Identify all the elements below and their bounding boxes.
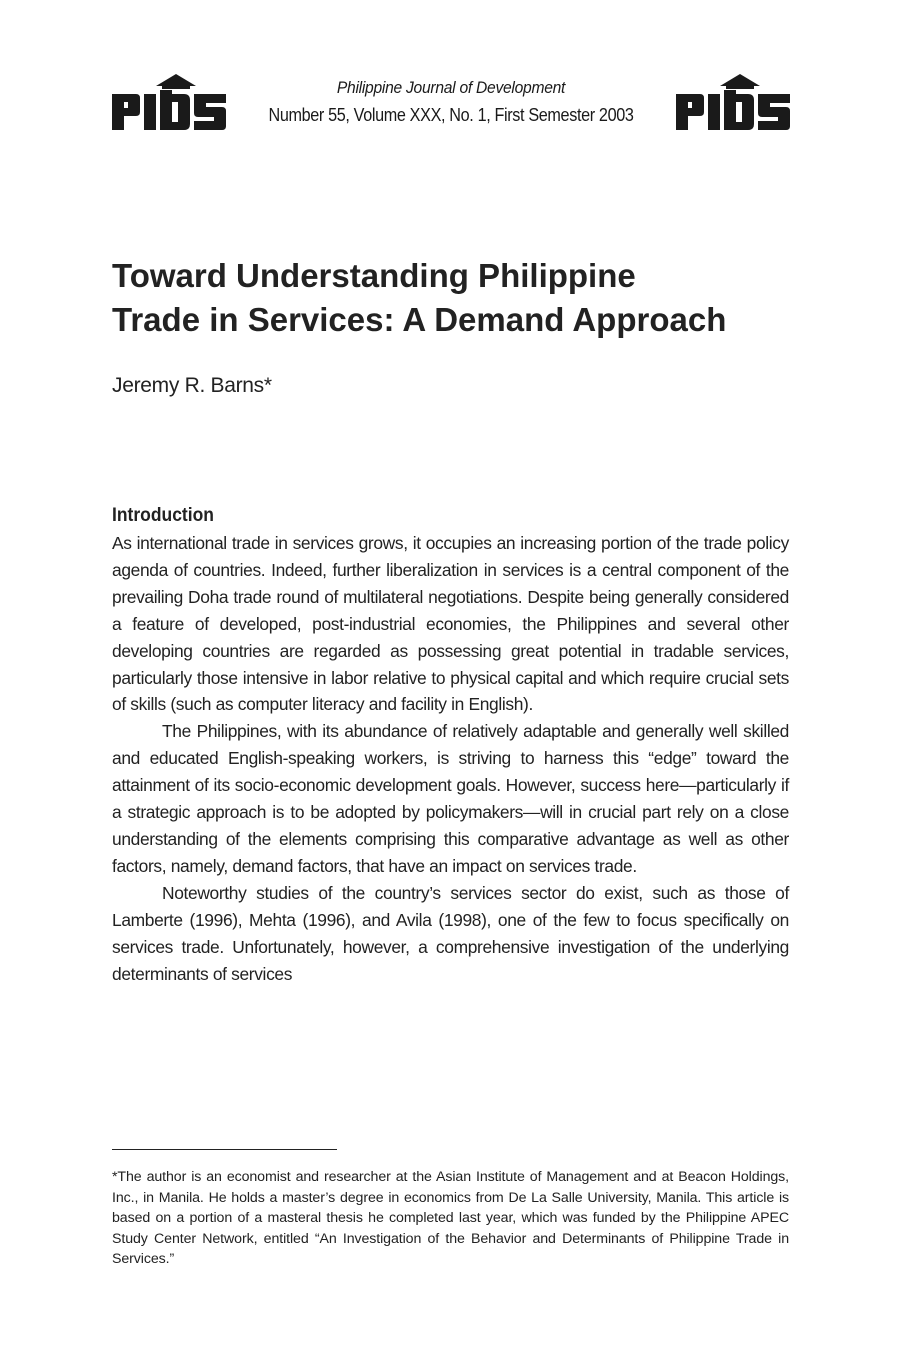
issue-line: Number 55, Volume XXX, No. 1, First Semester 2003	[268, 105, 634, 125]
journal-masthead	[230, 76, 672, 130]
pids-logo-right	[674, 74, 792, 132]
body-paragraph: Noteworthy studies of the country’s services sector do exist, such as those of Lamberte (1996), Mehta (1996), and Avila (1998), one of the few to focus specifically on services trade. Unfortunately, however, a comprehensive investigation of the underlying determinants of services	[112, 882, 789, 984]
footnote-divider	[112, 1149, 337, 1150]
pids-logo-left	[110, 74, 228, 132]
article-title	[112, 254, 812, 342]
body-paragraph: The Philippines, with its abundance of relatively adaptable and generally well skilled and educated English-speaking workers, is striving to harness this “edge” toward the attainment of its socio-economic development goals. However, success here—particularly if a strategic approach is to be adopted by policymakers—will in crucial part rely on a close understanding of the elements comprising this comparative advantage as well as other factors, namely, demand factors, that have an impact on services trade.	[112, 721, 789, 876]
pids-logo-icon	[674, 74, 792, 132]
article-author: Jeremy R. Barns*	[112, 374, 272, 397]
body-paragraph: As international trade in services grows, it occupies an increasing portion of the trade policy agenda of countries. Indeed, further liberalization in services is a central component of the prevailing Doha trade round of multilateral negotiations. Despite being generally considered a feature of developed, post-industrial economies, the Philippines and several other developing countries are regarded as possessing great potential in tradable services, particularly those intensive in labor relative to physical capital and which require crucial sets of skills (such as computer literacy and facility in English).	[112, 533, 789, 715]
article-body	[112, 530, 789, 987]
pids-logo-icon	[110, 74, 228, 132]
journal-name: Philippine Journal of Development	[336, 78, 566, 97]
author-footnote: *The author is an economist and researcher at the Asian Institute of Management and at Beacon Holdings, Inc., in Manila. He holds a master’s degree in economics from De La Salle University, Manila. This article is based on a portion of a masteral thesis he completed last year, which was funded by the Philippine APEC Study Center Network, entitled “An Investigation of the Behavior and Determinants of Philippine Trade in Services.”	[112, 1169, 789, 1268]
article-title-line: Toward Understanding Philippine	[112, 257, 636, 294]
section-heading: Introduction	[112, 505, 214, 526]
article-title-line: Trade in Services: A Demand Approach	[112, 301, 727, 338]
